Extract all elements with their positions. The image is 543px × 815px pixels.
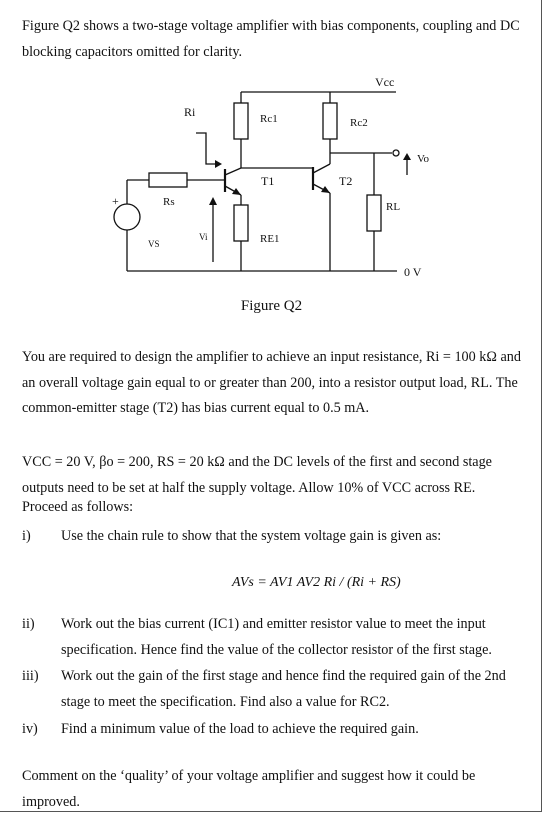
closing-comment: Comment on the ‘quality’ of your voltage amplifier and suggest how it could be improved. [22, 768, 476, 810]
label-ri: Ri [184, 105, 196, 119]
given-values: VCC = 20 V, βo = 200, RS = 20 kΩ and the DC levels of the first and second stage outputs need to be set at half the supply voltage. Allow 10% of VCC across RE. [22, 454, 492, 496]
rc2-resistor [323, 103, 337, 139]
design-requirements: You are required to design the amplifier to achieve an input resistance, Ri = 100 kΩ and an overall voltage gain equal to or greater than 200, into a resistor output load, RL. The common-emitter stage (T2) has bias current equal to 0.5 mA. [22, 349, 521, 416]
t1-emitter-arrow-icon [232, 188, 241, 195]
label-re1: RE1 [260, 233, 280, 245]
label-rc2: Rc2 [350, 117, 368, 129]
rc1-resistor [234, 103, 248, 139]
intro-paragraph: Figure Q2 shows a two-stage voltage amplifier with bias components, coupling and DC blocking capacitors omitted for clarity. [22, 18, 520, 60]
rl-resistor [367, 195, 381, 231]
proceed-label: Proceed as follows: [22, 499, 134, 515]
step-number: ii) [22, 616, 35, 632]
step-text: Use the chain rule to show that the system voltage gain is given as: [61, 528, 442, 544]
label-rs: Rs [163, 196, 175, 208]
circuit-diagram [0, 0, 543, 300]
step-number: iii) [22, 668, 39, 684]
step-number: iv) [22, 721, 38, 737]
vo-arrow-icon [403, 153, 411, 160]
label-vs: VS [148, 239, 160, 249]
rs-resistor [149, 173, 187, 187]
output-terminal [393, 150, 399, 156]
label-t2: T2 [339, 174, 353, 188]
label-rl: RL [386, 201, 401, 213]
equation-text: AVs = AV1 AV2 Ri / (Ri + RS) [232, 575, 401, 590]
figure-caption: Figure Q2 [240, 298, 303, 314]
label-vcc: Vcc [375, 75, 395, 89]
step-text: Work out the gain of the first stage and hence find the required gain of the 2nd stage to meet the specification. Find also a value for RC2. [61, 668, 506, 710]
label-t1: T1 [261, 174, 275, 188]
label-0v: 0 V [404, 265, 422, 279]
vi-arrow-icon [209, 197, 217, 205]
step-text: Work out the bias current (IC1) and emitter resistor value to meet the input specification. Hence find the value of the collector resistor of the first stage. [61, 616, 492, 658]
label-rc1: Rc1 [260, 113, 278, 125]
label-vi: Vi [199, 232, 208, 242]
label-vo: Vo [417, 153, 430, 165]
gain-equation [0, 559, 543, 603]
re1-resistor [234, 205, 248, 241]
step-text: Find a minimum value of the load to achieve the required gain. [61, 721, 419, 737]
step-number: i) [22, 528, 31, 544]
label-plus: + [112, 194, 119, 208]
ri-arrow-icon [215, 160, 222, 168]
